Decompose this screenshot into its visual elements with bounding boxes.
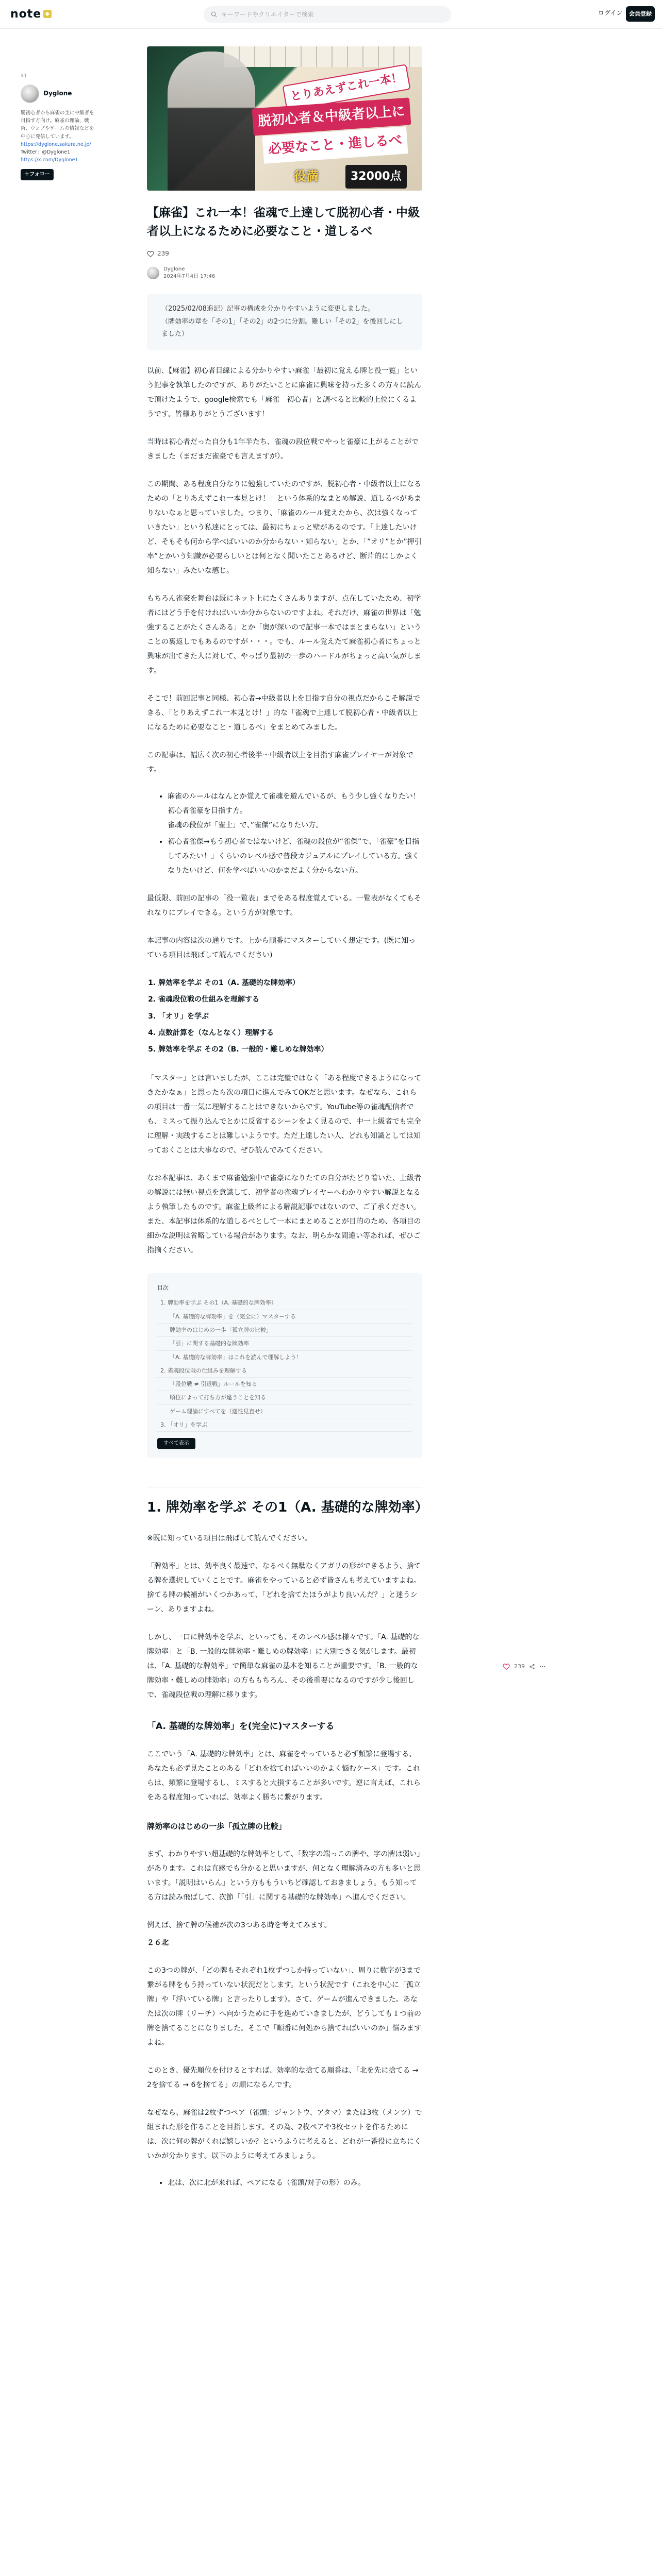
avatar[interactable] [21,84,39,103]
logo-badge-icon: ◆ [43,10,52,18]
list-item: 2. 雀魂段位戦の仕組みを理解する [158,991,422,1008]
like-count: 239 [157,250,169,258]
subsection-heading: 「A. 基礎的な牌効率」を(完全に)マスターする [147,1721,335,1732]
explanation-list [147,2176,422,2190]
paragraph: もちろん雀豪を舞台は既にネット上にたくさんありますが、点在していたため、初学者にはどう手を付ければいいか分からないのですよね。それだけ、麻雀の世界は「勉強することがたくさんある」とか「奥が深いので記事一本ではまとまらない」ということの裏返しでもあるのですが・・・。でも、ルール覚えたて麻雀初心者にちょっと興味が出てきた人に対して、やっぱり最初の一歩のハードルがちょっと高い気がします。 [147,595,421,675]
heart-icon[interactable] [147,250,154,258]
hero-text-1: とりあえずこれ一本！ [283,64,411,111]
paragraph: このとき、優先順位を付けるとすれば、効率的な捨てる順番は、「北を先に捨てる → 2を捨てる → 6を捨てる」の順になるんです。 [147,2066,419,2090]
search-placeholder: キーワードやクリエイターで検索 [221,10,314,18]
hero-score: 32000点 [345,165,407,189]
paragraph: この記事は、幅広く次の初心者後半〜中級者以上を目指す麻雀プレイヤーが対象です。 [147,751,413,774]
creator-site-link[interactable]: https://dyglone.sakura.ne.jp/ [21,141,91,147]
paragraph: この3つの牌が、「どの牌もそれぞれ1枚ずつしか持っていない」、周りに数字が3まで繋がる牌をもう持っていない状況だとします。という状況です（これを中心に「孤立牌」や「浮いている牌」と言ったりします）。さて、ゲームが進んできました。あなたは次の牌（リーチ）へ向かうために手を進めていきましたが、どうしても１つ前の牌を捨てることになりました。そこで「順番に何処から捨てればいいのか」悩みますよね。 [147,1967,421,2047]
hero-yakuman: 役満 [294,169,319,183]
creator-name[interactable]: Dyglone [43,90,72,97]
toc-item[interactable]: 1. 牌効率を学ぶ その1（A. 基礎的な牌効率） [157,1296,412,1310]
paragraph: 以前、【麻雀】初心者目線による分かりやすい麻雀「最初に覚える牌と役一覧」という記事を執筆したのですが、ありがたいことに麻雀に興味を持った多くの方々に読んで頂けたようで、google検索でも「麻雀 初心者」と調べると比較的上位にくるようです。皆様ありがとうございます！ [147,367,421,419]
list-item: 1. 牌効率を学ぶ その1（A. 基礎的な牌効率） [158,975,422,991]
list-item: • 初心者雀傑→もう初心者ではないけど、雀魂の段位が“雀傑”で、「雀豪”を目指してみたい！」くらいのレベル感で普段カジュアルにプレイしている方。強くなりたいけど、何を学べばいいのかまだよく分からない方。 [168,835,422,878]
section-heading: 1. 牌効率を学ぶ その1（A. 基礎的な牌効率） [147,1487,422,1518]
paragraph: ※既に知っている項目は飛ばして読んでください。 [147,1534,312,1543]
article-body [147,364,428,2190]
table-of-contents [147,1273,422,1458]
author-name[interactable]: Dyglone [163,266,185,273]
contents-list [147,975,422,1058]
notice-line-1: （2025/02/08追記）記事の構成を分かりやすいように変更しました。 [161,305,374,313]
paragraph: そこで！前回記事と同様、初心者→中級者以上を目指す自分の視点だからこそ解説できる、「とりあえずこれ一本見とけ！」的な「雀魂で上達して脱初心者・中級者以上になるために必要なこと・道しるべ」をまとめてみました。 [147,694,420,732]
creator-x-link[interactable]: https://x.com/Dyglone1 [21,157,78,163]
list-item: 5. 牌効率を学ぶ その2（B. 一般的・難しめな牌効率） [158,1041,422,1058]
article-title: 【麻雀】これ一本！雀魂で上達して脱初心者・中級者以上になるために必要なこと・道しるべ [147,206,420,238]
list-item-text: 麻雀のルールはなんとか覚えて雀魂を遊んでいるが、もう少し強くなりたい！初心者雀豪を目指す方。 [168,792,420,816]
paragraph: 「牌効率」とは、効率良く最速で、なるべく無駄なくアガリの形ができるよう、捨てる牌を選択していくことです。麻雀をやっていると必ず皆さんも考えていますよね。捨てる牌の候補がいくつかあって、「どれを捨てたほうがより良いんだ？」と迷うシーン、ありますよね。 [147,1562,421,1614]
author-row[interactable] [147,266,422,280]
paragraph: この期間、ある程度自分なりに勉強していたのですが、脱初心者・中級者以上になるための「とりあえずこれ一本見とけ！」という体系的なまとめ解説、道しるべがあまりないなぁと思っていました。つまり、「麻雀のルール覚えたから、次は強くなっていきたい」という私達にとっては、最初にちょっと壁があるのです。「上達したいけど、そもそも何から学べばいいのか分からない・知らない」とか、「”オリ”とか”押引率”とかいう知識が必要らしいとは何となく聞いたことあるけど、断片的にしかよく知らない」みたいな感じ。 [147,480,422,575]
paragraph: 本記事の内容は次の通りです。上から順番にマスターしていく想定です。(既に知っている項目は飛ばして読んでください) [147,937,416,960]
signup-button[interactable]: 会員登録 [626,6,655,22]
toc-show-all-button[interactable]: すべて表示 [157,1438,195,1449]
list-item [168,789,422,833]
heart-icon[interactable] [503,1663,510,1670]
list-item: 4. 点数計算を（なんとなく）理解する [158,1025,422,1041]
list-item: • 北は、次に北が来れば、ペアになる（雀頭/対子の形）のみ。 [168,2176,422,2190]
paragraph: なぜなら、麻雀は2枚ずつペア（雀頭：ジャントウ、アタマ）または3枚（メンツ）で組まれた形を作ることを目指します。その為、2枚ペアや3枚セットを作るためには、次に何の牌がくれば嬉しいか？というふうに考えると、どれが一番役に立ちにくいかが分かります。以下のように考えてみましょう。 [147,2109,422,2161]
creator-bio: 脱初心者から麻雀の主に中級者を目指す方向け。麻雀の理論、戦術、ウェブやゲームの情報などを中心に発信しています。 [21,110,94,140]
toc-item[interactable]: 2. 雀魂段位戦の仕組みを理解する [157,1364,412,1378]
toc-item[interactable]: 3. 「オリ」を学ぶ [157,1418,412,1432]
share-icon[interactable] [529,1664,535,1670]
top-nav-bar [0,0,662,29]
paragraph: 当時は初心者だった自分も1年半たち、雀魂の段位戦でやっと雀豪に上がることができました（まだまだ雀豪でも言えますが）。 [147,438,419,461]
paragraph: ここでいう「A. 基礎的な牌効率」とは、麻雀をやっていると必ず頻繁に登場する、あなたも必ず見たことのある「どれを捨てればいいのかよく悩むケース」です。これらは、頻繁に登場するし、ミスすると大損することが多いです。逆に言えば、これらをある程度知っていれば、効率よく勝ちに繋がります。 [147,1750,421,1802]
paragraph: まず、わかりやすい超基礎的な牌効率として、「数字の端っこの牌や、字の牌は弱い」があります。これは直感でも分かると思いますが、何となく理解済みの方も多いと思います。「説明はいらん」という方ももういちど確認しておきましょう。もう知ってる方は読み飛ばして、次節「「引」に関する基礎的な牌効率」へ進んでください。 [147,1850,421,1902]
hero-text-2: 脱初心者＆中級者以上に [252,97,411,136]
hero-character [168,52,255,191]
toc-heading: 目次 [157,1284,169,1292]
search-box[interactable] [204,6,451,23]
creator-sidebar [21,72,98,180]
author-avatar[interactable] [147,267,159,279]
like-row[interactable] [147,248,422,260]
hero-text-3: 必要なこと・進しるべ [262,126,408,164]
toc-item[interactable]: 「段位戦 ≠ 引退戦」ルールを知る [157,1378,412,1391]
note-logo[interactable] [10,4,52,25]
toc-item[interactable]: 牌効率のはじめの一歩「孤立牌の比較」 [157,1324,412,1337]
notice-line-2: （牌効率の章を「その1」「その2」の2つに分割。難しい「その2」を後回しにしました） [161,317,403,338]
floating-like-count: 239 [514,1663,525,1670]
floating-like-bar [503,1662,545,1672]
toc-item[interactable]: 「A. 基礎的な牌効率」はこれを読んで理解しよう！ [157,1351,412,1364]
more-icon[interactable] [539,1664,545,1670]
toc-item[interactable]: 「A. 基礎的な牌効率」を（完全に）マスターする [157,1310,412,1324]
hero-title-box [253,71,418,183]
target-reader-list [147,789,422,878]
paragraph: なお本記事は、あくまで麻雀勉強中で雀豪になりたての自分がたどり着いた、上級者の解説には無い視点を意識して、初学者の雀魂プレイヤーへわかりやすい解説となるよう執筆したものです。麻雀上級者による解説記事ではないので、ご了承ください。また、本記事は体系的な道しるべとして一本にまとめることが目的のため、各項目の細かな説明は省略している場合があります。なお、明らかな間違い等あれば、ぜひご指摘ください。 [147,1174,421,1255]
creator-twitter-label: Twitter：@Dyglone1 [21,149,71,155]
hero-mahjong-tiles [224,46,422,67]
follow-button[interactable]: ＋ フォロー [21,169,54,180]
paragraph: 例えば、捨て牌の候補が次の3つある時を考えてみます。 [147,1921,332,1930]
search-icon [211,11,217,18]
tile-example: ２６北 [147,1939,169,1947]
article-main [147,46,428,2192]
sidebar-count: 41 [21,73,27,79]
publish-date: 2024年7月4日 17:46 [163,274,216,280]
paragraph: 最低限、前回の記事の「役一覧表」までをある程度覚えている。一覧表がなくてもそれなりにプレイできる。という方が対象です。 [147,894,421,918]
follow-label: フォロー [29,172,50,178]
toc-item[interactable]: 「引」に関する基礎的な牌効率 [157,1337,412,1350]
paragraph: 「マスター」とは言いましたが、ここは完璧ではなく「ある程度できるようになってきたかなぁ」と思ったら次の項目に進んでみてOKだと思います。なぜなら、これらの項目は一番一気に理解することはできないからです。YouTube等の雀魂配信者でも、ミスって振り込んでとかに反省するシーンをよく見るので、中一上級者でも完全に理解・実践することは難しいようです。ただ上達したい人、どれも知識としては知っておくことは大事なので、ぜひ読んでみてください。 [147,1074,421,1155]
update-notice [147,294,422,350]
paragraph: しかし、一口に牌効率を学ぶ、といっても、そのレベル感は様々です。「A. 基礎的な牌効率」と「B. 一般的な牌効率・難しめの牌効率」に大別できる気がします。最初は、「A. 基礎的な牌効率」で簡単な麻雀の基本を知ることが重要です。「B. 一般的な牌効率・難しめの牌効率」の方ももちろん、その後重要になるのですが少し後回しで、雀魂段位戦の理解に移ります。 [147,1633,420,1699]
hero-image [147,46,422,191]
login-link[interactable]: ログイン [598,9,623,16]
list-item-subtext: 雀魂の段位が「雀士」で、”雀傑”になりたい方。 [168,821,323,830]
toc-item[interactable]: ゲーム理論にすべてを（適性見直せ） [157,1405,412,1418]
logo-text: note [10,7,42,21]
list-item: 3. 「オリ」を学ぶ [158,1008,422,1025]
minor-heading: 牌効率のはじめの一歩「孤立牌の比較」 [147,1821,287,1831]
sidebar-profile[interactable] [21,84,98,103]
toc-item[interactable]: 順位によって打ち方が違うことを知る [157,1391,412,1404]
